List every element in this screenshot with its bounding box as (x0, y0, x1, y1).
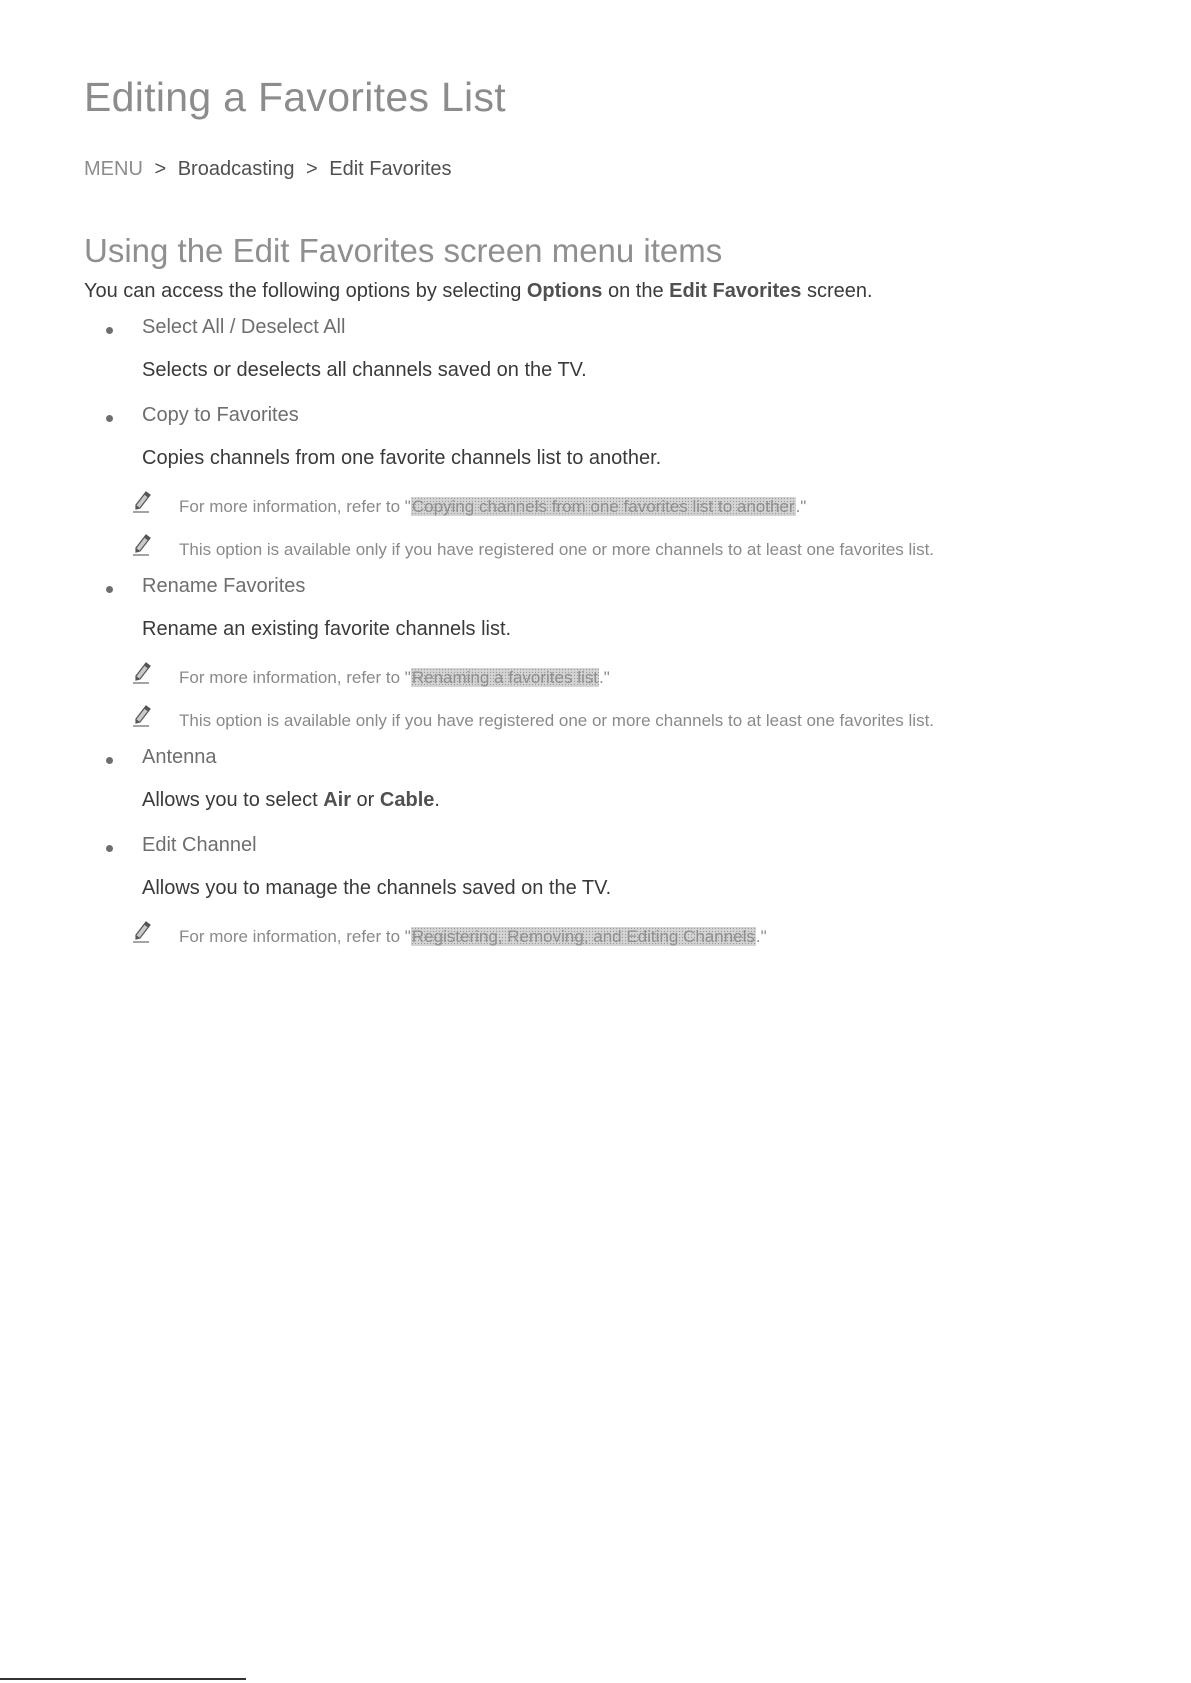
intro-text: screen. (801, 280, 873, 302)
desc-text: . (434, 789, 440, 811)
bullet-icon (106, 415, 113, 422)
reference-link[interactable]: Renaming a favorites list (411, 668, 598, 687)
intro-options: Options (526, 280, 603, 302)
note-suffix: ." (598, 668, 610, 687)
intro-text: on the (602, 280, 670, 302)
note-text (179, 497, 806, 517)
section-title: Using the Edit Favorites screen menu items (84, 232, 723, 269)
pencil-note-icon (132, 921, 154, 945)
chevron-right-icon: > (306, 158, 318, 180)
note-prefix: For more information, refer to " (179, 497, 411, 516)
bullet-icon (106, 757, 113, 764)
note-prefix: For more information, refer to " (179, 668, 411, 687)
bullet-icon (106, 586, 113, 593)
bullet-icon (106, 327, 113, 334)
note-suffix: ." (755, 927, 767, 946)
item-title-edit-channel: Edit Channel (142, 834, 257, 856)
note-prefix: For more information, refer to " (179, 927, 411, 946)
pencil-note-icon (132, 491, 154, 515)
pencil-note-icon (132, 705, 154, 729)
chevron-right-icon: > (154, 158, 167, 180)
reference-link[interactable]: Registering, Removing, and Editing Channels (411, 927, 755, 946)
page-title: Editing a Favorites List (84, 74, 506, 120)
item-title-rename-favorites: Rename Favorites (142, 575, 306, 597)
desc-cable: Cable (379, 789, 435, 811)
breadcrumb-edit-favorites: Edit Favorites (329, 158, 452, 180)
note-text: This option is available only if you have registered one or more channels to at least one favorites list. (179, 540, 935, 559)
item-desc-copy-to-favorites: Copies channels from one favorite channels list to another. (142, 447, 662, 469)
item-desc-rename-favorites: Rename an existing favorite channels list. (142, 618, 512, 640)
item-desc-select-all: Selects or deselects all channels saved on the TV. (142, 359, 587, 381)
note-suffix: ." (795, 497, 807, 516)
bullet-icon (106, 845, 113, 852)
reference-link[interactable]: Copying channels from one favorites list to another (411, 497, 795, 516)
desc-text: or (351, 789, 380, 811)
desc-text: Allows you to select (142, 789, 324, 811)
footer-divider (0, 1678, 246, 1680)
item-desc-edit-channel: Allows you to manage the channels saved on the TV. (142, 877, 612, 899)
note-text: This option is available only if you have registered one or more channels to at least one favorites list. (179, 711, 935, 730)
desc-air: Air (323, 789, 351, 811)
pencil-note-icon (132, 662, 154, 686)
pencil-note-icon (132, 534, 154, 558)
intro-text: You can access the following options by selecting (84, 280, 527, 302)
note-text (179, 668, 610, 688)
section-intro (84, 280, 873, 303)
breadcrumb-menu: MENU (84, 158, 143, 180)
item-title-select-all: Select All / Deselect All (142, 316, 346, 338)
breadcrumb-broadcasting: Broadcasting (177, 158, 295, 180)
intro-screen: Edit Favorites (669, 280, 802, 302)
item-title-antenna: Antenna (142, 746, 217, 768)
breadcrumb (84, 158, 452, 181)
note-text (179, 927, 767, 947)
item-title-copy-to-favorites: Copy to Favorites (142, 404, 299, 426)
item-desc-antenna (142, 789, 440, 812)
